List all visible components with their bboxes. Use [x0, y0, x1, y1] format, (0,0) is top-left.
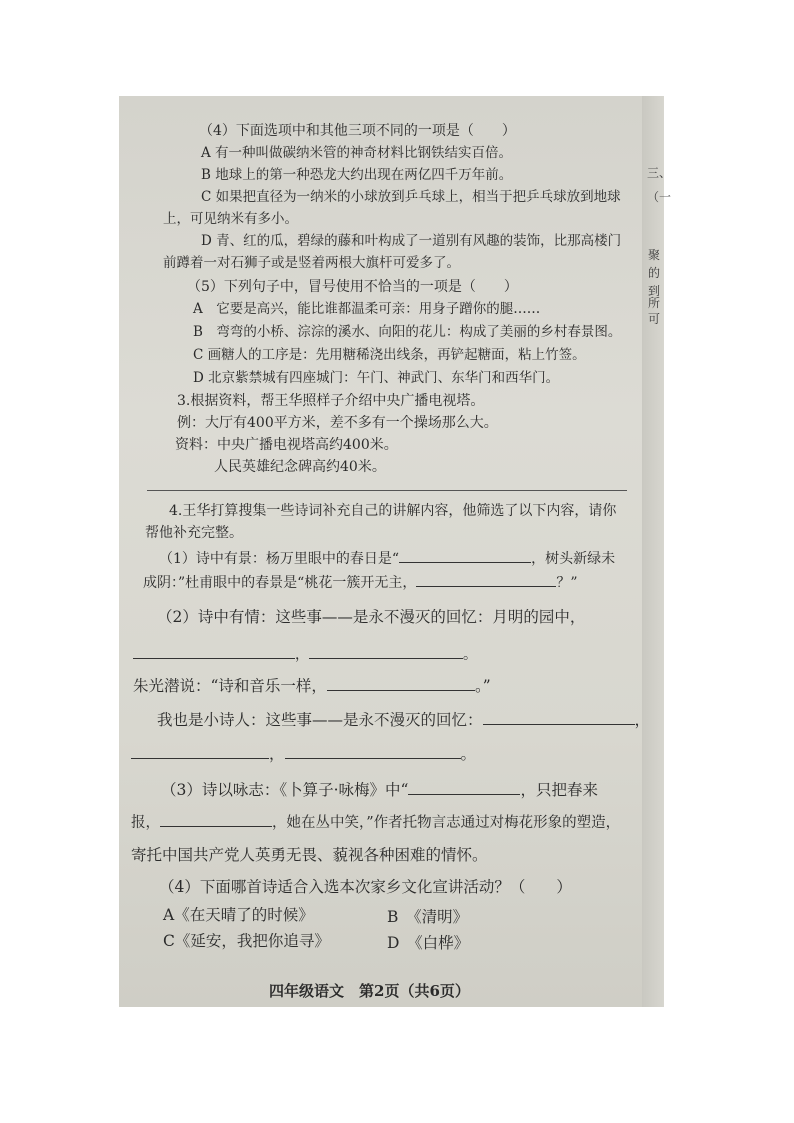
prompt-text: ，只把春来: [520, 781, 598, 799]
question-stem-cont: 帮他补充完整。: [145, 525, 243, 541]
option-c: C 画糖人的工序是：先用糖稀浇出线条，再铲起糖面，粘上竹签。: [193, 347, 586, 363]
question-stem: （4）下面哪首诗适合入选本次家乡文化宣讲活动？（ ）: [159, 878, 572, 896]
fill-line: [133, 644, 477, 664]
prompt-text: 寄托中国共产党人英勇无畏、藐视各种困难的情怀。: [131, 846, 488, 864]
question-stem: （4）下面选项中和其他三项不同的一项是（ ）: [199, 123, 516, 139]
option-c-cont: 上，可见纳米有多小。: [163, 211, 298, 227]
answer-blank[interactable]: [131, 744, 269, 759]
question-stem: （5）下列句子中，冒号使用不恰当的一项是（ ）: [187, 279, 518, 295]
material-text: 人民英雄纪念碑高约40米。: [214, 459, 386, 475]
option-a: A 它要是高兴，能比谁都温柔可亲：用身子蹭你的腿……: [193, 301, 541, 317]
fill-line: [157, 710, 650, 729]
prompt-text: （3）诗以咏志：《卜算子·咏梅》中“: [161, 781, 409, 799]
edge-text: （一: [647, 190, 672, 204]
edge-text: 可: [648, 312, 661, 326]
answer-line: [147, 490, 627, 491]
prompt-text: 报，: [131, 815, 160, 831]
answer-blank[interactable]: [285, 744, 461, 759]
answer-blank[interactable]: [399, 548, 531, 563]
edge-text: 三、: [647, 166, 672, 180]
option-a: A《在天晴了的时候》: [163, 906, 314, 924]
fill-line: [133, 676, 491, 695]
option-d: D 北京紫禁城有四座城门：午门、神武门、东华门和西华门。: [193, 370, 560, 386]
page-footer: 四年级语文 第2页（共6页）: [269, 982, 470, 1000]
fill-line: [131, 744, 476, 763]
example-text: 例：大厅有400平方米，差不多有一个操场那么大。: [177, 415, 498, 431]
prompt-text: ，: [295, 647, 309, 663]
material-text: 资料：中央广播电视塔高约400米。: [175, 437, 398, 453]
option-a: A 有一种叫做碳纳米管的神奇材料比钢铁结实百倍。: [201, 145, 513, 161]
answer-blank[interactable]: [160, 812, 272, 827]
prompt-text: ？”: [556, 575, 578, 591]
option-b: B 弯弯的小桥、淙淙的溪水、向阳的花儿：构成了美丽的乡村春景图。: [193, 324, 622, 340]
prompt-text: 朱光潜说：“诗和音乐一样，: [133, 677, 327, 695]
answer-blank[interactable]: [416, 572, 556, 587]
edge-text: 的: [648, 266, 661, 280]
answer-blank[interactable]: [483, 710, 635, 725]
question-stem: 4.王华打算搜集一些诗词补充自己的讲解内容，他筛选了以下内容，请你: [169, 503, 617, 519]
edge-text: 聚: [648, 248, 661, 262]
prompt-text: 。: [463, 647, 477, 663]
next-page-edge: [642, 96, 672, 1007]
option-b: B 《清明》: [387, 908, 469, 926]
option-d-cont: 前蹲着一对石狮子或是竖着两根大旗杆可爱多了。: [163, 255, 460, 271]
prompt-text: （1）诗中有景：杨万里眼中的春日是“: [159, 551, 400, 567]
prompt-text: ，: [634, 711, 651, 729]
answer-blank[interactable]: [309, 644, 463, 659]
prompt-text: 成阴：”杜甫眼中的春景是“桃花一簇开无主，: [143, 575, 417, 591]
fill-line: [131, 812, 620, 832]
prompt-text: ，树头新绿未: [531, 551, 616, 567]
answer-blank[interactable]: [327, 676, 475, 691]
prompt-text: 。”: [474, 677, 491, 695]
fill-line: [159, 548, 615, 568]
prompt-text: 。: [460, 745, 477, 763]
option-d: D 《白桦》: [387, 934, 470, 952]
option-c: C《延安，我把你追寻》: [163, 932, 330, 950]
fill-line: [143, 572, 578, 592]
prompt-text: ，: [269, 745, 285, 763]
option-b: B 地球上的第一种恐龙大约出现在两亿四千万年前。: [201, 167, 513, 183]
option-c: C 如果把直径为一纳米的小球放到乒乓球上，相当于把乒乓球放到地球: [201, 189, 621, 205]
question-stem: 3.根据资料，帮王华照样子介绍中央广播电视塔。: [177, 393, 485, 409]
edge-text: 到: [648, 284, 661, 298]
answer-blank[interactable]: [408, 780, 520, 795]
option-d: D 青、红的瓜，碧绿的藤和叶构成了一道别有风趣的装饰，比那高楼门: [201, 233, 622, 249]
fill-line: [161, 780, 598, 799]
edge-text: 所: [648, 296, 661, 310]
prompt-text: 我也是小诗人：这些事——是永不漫灭的回忆：: [157, 711, 483, 729]
prompt-text: （2）诗中有情：这些事——是永不漫灭的回忆：月明的园中，: [157, 608, 586, 626]
prompt-text: ，她在丛中笑，”作者托物言志通过对梅花形象的塑造，: [272, 815, 621, 831]
answer-blank[interactable]: [133, 644, 295, 659]
exam-page-photo: [119, 96, 672, 1007]
